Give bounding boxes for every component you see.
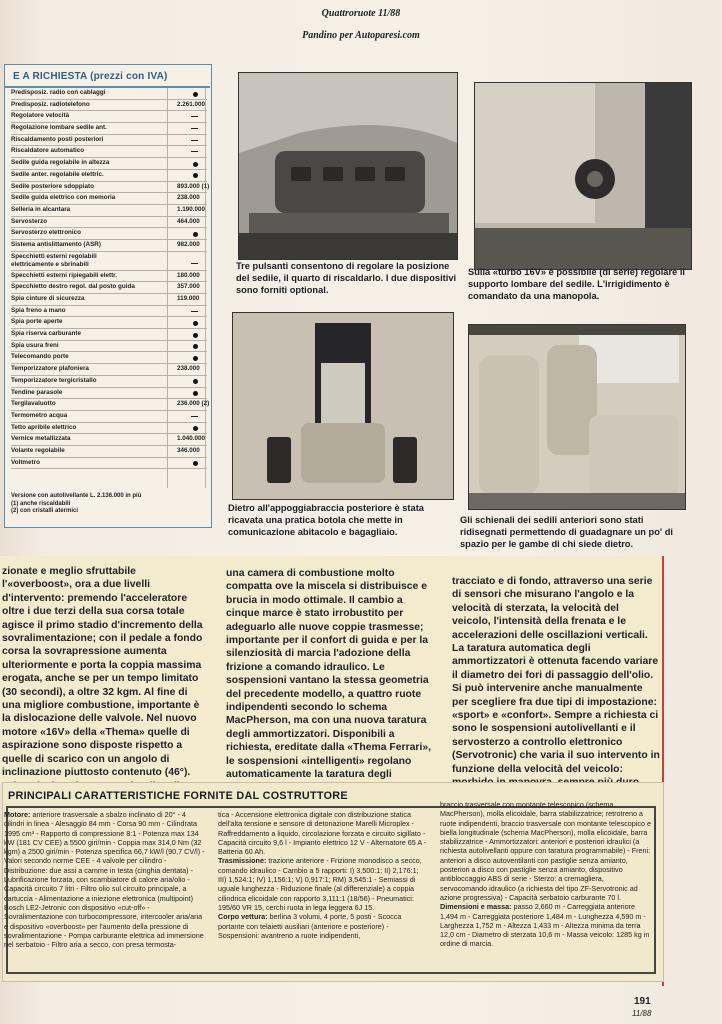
table-row [11, 341, 207, 353]
specs-title: PRINCIPALI CARATTERISTICHE FORNITE DAL COSTRUTTORE [8, 790, 348, 802]
option-price: 236.000 (2) [177, 400, 210, 408]
not-available-dash-icon [191, 128, 198, 129]
standard-equipment-dot-icon [193, 379, 198, 384]
caption-photo4: Gli schienali dei sedili anteriori sono stati ridisegnati permettendo di guadagnare un po' di spazio per le gambe di chi siede dietro. [460, 515, 673, 550]
option-price: 893.000 (1) [177, 182, 210, 190]
not-available-dash-icon [191, 151, 198, 152]
option-label: Tendine parasole [11, 388, 63, 396]
photo-lumbar-knob [474, 82, 692, 270]
not-available-dash-icon [191, 116, 198, 117]
table-row [11, 182, 210, 194]
article-column-2: una camera di combustione molto compatta ove la miscela si distribuisce e brucia in modo ottimale. Il cambio a cinque marce è stato irrobustito per adeguarlo alle nuove coppie trasmesse; importante per il confort di guida e per la silenziosità di marcia l'adozione della frizione a comando idraulico. Le sospensioni vantano la stessa geometria del precedente modello, a quattro ruote indipendenti secondo lo schema MacPherson, ma con una nuova taratura degli ammortizzatori. Disponibili a richiesta, ereditate dalla «Thema Ferrari», le sospensioni «intelligenti» regolano automaticamente la taratura degli [226, 568, 432, 781]
standard-equipment-dot-icon [193, 426, 198, 431]
table-row [11, 193, 207, 205]
option-label: Temporizzatore plafoniera [11, 365, 89, 373]
caption-photo1: Tre pulsanti consentono di regolare la posizione del sedile, il quarto di riscaldarlo. I due dispositivi sono forniti optional. [236, 261, 457, 296]
table-row [11, 364, 207, 376]
table-row [11, 376, 207, 388]
table-note: Versione con autolivellante L. 2.136.000 in più [11, 493, 142, 499]
table-row [11, 282, 207, 294]
option-label: Sedile posteriore sdoppiato [11, 182, 94, 190]
table-row [11, 294, 207, 306]
table-row [11, 329, 207, 341]
option-price: 2.261.000 [177, 100, 206, 108]
standard-equipment-dot-icon [193, 321, 198, 326]
standard-equipment-dot-icon [193, 344, 198, 349]
table-title: E A RICHIESTA (prezzi con IVA) [13, 71, 168, 82]
not-available-dash-icon [191, 416, 198, 417]
option-price: 1.190.000 [177, 205, 206, 213]
not-available-dash-icon [191, 311, 198, 312]
option-price: 982.000 [177, 240, 200, 248]
table-row [11, 411, 207, 423]
option-label: Servosterzo [11, 217, 48, 225]
option-label: Riscaldamento posti posteriori [11, 135, 104, 143]
option-label: Tetto apribile elettrico [11, 423, 77, 431]
option-price: 119.000 [177, 295, 200, 302]
option-label: Spia usura freni [11, 341, 59, 349]
table-row [11, 135, 207, 147]
article-column-1: zionate e meglio sfruttabile l'«overboost», ora a due livelli d'intervento: premendo l'acceleratore oltre i due terzi della sua corsa totale agisce il primo stadio d'incremento della sovralimentazione; con il pedale a fondo corsa la sovrapressione aumenta ulteriormente e porta la coppia massima erogata, anche se per un tempo limitato (30 secondi), a oltre 32 kgm. Al fine di una migliore combustione, importante è la dislocazione delle valvole. Nel nuovo motore «16V» della «Thema» quelle di aspirazione sono disposte rispetto a quelle di scarico con un angolo di inclinazione piuttosto contenuto (46°). [2, 566, 203, 779]
not-available-dash-icon [191, 263, 198, 264]
standard-equipment-dot-icon [193, 391, 198, 396]
table-row [11, 252, 207, 271]
spec-heading: Dimensioni e massa: [440, 902, 512, 912]
option-label: Sistema antislittamento (ASR) [11, 240, 101, 248]
spec-text: braccio trasversale con montante telescopico (schema MacPherson), molla elicoidale, barra stabilizzatrice; retrotreno a ruote indipendenti, braccio trasversale con montante telescopico e biella longitudinale (schema MacPherson), molla elicoidale, barra stabilizzatrice - Ammortizzatori: anteriori e posteriori idraulici (a richiesta autolivellanti oppure con taratura programmabile) - Freni: anteriori a disco autoventilanti con pastiglie senza amianto, posteriori a disco con pastiglie senza amianto, dispositivo antibloccaggio ABS di serie - Sterzo: a cremagliera, servocomando idraulico (a richiesta del tipo ZF-Servotronic ad azione progressiva) - Capacità serbatoio carburante 70 l. [440, 800, 651, 902]
armrest-hatch-illustration [233, 313, 453, 499]
option-price: 180.000 [177, 271, 200, 279]
standard-equipment-dot-icon [193, 162, 198, 167]
table-row [11, 271, 207, 283]
photo-seat-buttons [238, 72, 458, 260]
table-rows [11, 88, 210, 469]
option-label: Vernice metallizzata [11, 435, 71, 443]
option-price: 1.040.000 [177, 435, 206, 443]
option-price: 238.000 [177, 365, 200, 373]
table-row [11, 123, 207, 135]
table-row [11, 100, 207, 112]
photo-armrest-hatch [232, 312, 454, 500]
spec-text: tica - Accensione elettronica digitale con distribuzione statica dell'alta tensione e sensore di detonazione Marelli Microplex - Raffreddamento a liquido, circolazione forzata e circuito sigillato - Capacità circuito 9,6 l - Impianto elettrico 12 V - Alternatore 65 A - Batteria 60 Ah. [218, 810, 427, 857]
table-note: (2) con cristalli atermici [11, 508, 79, 514]
table-row [11, 88, 207, 100]
table-row [11, 434, 207, 446]
spec-heading: Motore: [4, 810, 31, 819]
table-row [11, 446, 207, 458]
scan-credit: Pandino per Autoparesi.com [302, 30, 420, 41]
option-label: Specchietti esterni regolabili elettricamente e sbrinabili [11, 252, 97, 268]
option-label: Temporizzatore tergicristallo [11, 376, 97, 384]
front-seats-illustration [469, 325, 685, 509]
magazine-header: Quattroruote 11/88 [321, 8, 401, 19]
option-price: 346.000 [177, 446, 200, 454]
not-available-dash-icon [191, 140, 198, 141]
page-number: 191 [634, 996, 651, 1007]
table-row [11, 158, 207, 170]
option-label: Spia freno a mano [11, 306, 66, 314]
specs-column-2 [218, 810, 428, 940]
photo-front-seats [468, 324, 686, 510]
standard-equipment-dot-icon [193, 232, 198, 237]
option-label: Spia cinture di sicurezza [11, 295, 85, 302]
options-price-table [4, 64, 212, 528]
option-price: 357.000 [177, 283, 200, 291]
standard-equipment-dot-icon [193, 173, 198, 178]
option-label: Spia riserva carburante [11, 330, 82, 338]
option-label: Specchietto destro regol. dal posto guida [11, 283, 135, 291]
seat-buttons-illustration [239, 73, 457, 259]
option-label: Servosterzo elettronico [11, 229, 81, 237]
option-label: Predisposiz. radio con cablaggi [11, 89, 106, 96]
issue-date: 11/88 [632, 1009, 652, 1018]
option-label: Spia porte aperte [11, 318, 63, 326]
table-row [11, 217, 207, 229]
option-label: Predisposiz. radiotelefono [11, 100, 90, 108]
caption-photo2: Sulla «turbo 16V» è possibile (di serie) regolare il supporto lombare del sedile. L'irrigidimento è comandato da una manopola. [468, 267, 686, 302]
table-row [11, 240, 207, 252]
standard-equipment-dot-icon [193, 356, 198, 361]
option-price: 464.000 [177, 217, 200, 225]
table-note: (1) anche riscaldabili [11, 500, 71, 507]
spec-text: anteriore trasversale a sbalzo inclinato di 20° - 4 cilindri in linea - Alesaggio 84 mm - Corsa 90 mm - Cilindrata 1995 cm³ - Rapporto di compressione 8:1 - Potenza max 134 kW (181 CV CEE) a 5500 giri/min - Coppia max 314,0 Nm (32 kgm) a 2500 giri/min - Potenza specifica 66,7 kW/l (90,7 CV/l) - Valori secondo norme CEE - 4 valvole per cilindro - Distribuzione: due assi a camme in testa (cinghia dentata) - Lubrificazione forzata, con scambiatore di calore aria/olio - Capacità circuito 7 litri - Filtro olio sul circuito principale, a cartuccia - Alimentazione a iniezione elettronica (multipoint) Bosch LE2-Jetronic con dispositivo «cut-off» - Sovralimentazione con turbocompressore, intercooler aria/aria e dispositivo «overboost» per l'aumento della pressione di sovralimentazione - Pompa carburante elettrica ad immersione nel serbatoio - Filtro aria a secco, con presa termosta- [4, 810, 205, 950]
option-label: Specchietti esterni ripiegabili elettr. [11, 271, 118, 279]
table-row [11, 205, 207, 217]
specs-column-1 [4, 810, 208, 949]
spec-heading: Corpo vettura: [218, 912, 268, 922]
table-row [11, 352, 207, 364]
lumbar-knob-illustration [475, 83, 691, 269]
option-label: Termometro acqua [11, 411, 68, 419]
option-label: Voltmetro [11, 458, 40, 466]
table-row [11, 317, 207, 329]
option-label: Sedile guida elettrico con memoria [11, 194, 116, 202]
table-row [11, 399, 210, 411]
table-row [11, 388, 207, 400]
article-column-3: tracciato e di fondo, attraverso una serie di sensori che misurano l'angolo e la velocità di sterzata, la velocità del veicolo, l'intensità della frenata e le accelerazioni delle oscillazioni verticali. La taratura automatica degli ammortizzatori è ottenuta facendo variare il diametro dei fori di passaggio dell'olio. Si può intervenire anche manualmente per scegliere fra due tipi di impostazione: «sport» e «confort». Sempre a richiesta ci sono le sospensioni autolivellanti e il servosterzo a controllo elettronico (Servotronic) che varia il suo intervento in funzione della velocità del veicolo: [452, 576, 660, 775]
table-row [11, 458, 207, 470]
table-row [11, 111, 207, 123]
option-label: Regolazione lombare sedile ant. [11, 124, 107, 132]
specs-column-3 [440, 800, 652, 949]
table-notes [11, 493, 209, 516]
table-row [11, 170, 207, 182]
option-price: 238.000 [177, 194, 200, 202]
option-label: Selleria in alcantara [11, 205, 71, 213]
option-label: Tergilavaluotto [11, 400, 56, 408]
spec-text: trazione anteriore - Frizione monodisco a secco, comando idraulico - Cambio a 5 rapporti: I) 3,500:1; II) 2,176:1; III) 1,524:1; IV) 1,156:1; V) 0,917:1; RM) 3,545:1 - Semiassi di uguale lunghezza - Riduzione finale (al differenziale) a coppia cilindrica elicoidale con rapporto 3,111:1 (18/56) - Pneumatici: 195/60 VR 15, cerchi ruota in lega leggera 6J 15. [218, 856, 422, 912]
table-row [11, 146, 207, 158]
standard-equipment-dot-icon [193, 333, 198, 338]
option-label: Telecomando porte [11, 353, 69, 361]
table-row [11, 228, 207, 240]
option-label: Volante regolabile [11, 446, 65, 454]
spec-heading: Trasmissione: [218, 856, 267, 866]
caption-photo3: Dietro all'appoggiabraccia posteriore è stata ricavata una pratica botola che mette in comunicazione abitacolo e bagagliaio. [228, 503, 424, 538]
option-label: Sedile guida regolabile in altezza [11, 159, 110, 167]
spec-text: berlina 3 volumi, 4 porte, 5 posti - Scocca portante con telaietti ausiliari (anteriore e posteriore) - Sospensioni: avantreno a ruote indipendenti, [218, 912, 402, 940]
spec-text: passo 2,660 m - Carreggiata anteriore 1,494 m - Carreggiata posteriore 1,484 m - Lunghezza 4,590 m - Larghezza 1,752 m - Altezza 1,433 m - Altezza minima da terra 12,0 cm - Diametro di sterzata 10,6 m - Massa veicolo: 1285 kg in ordine di marcia. [440, 902, 650, 949]
option-label: Regolatore velocità [11, 112, 70, 120]
option-label: Riscaldatore automatico [11, 147, 85, 155]
table-row [11, 423, 207, 435]
option-label: Sedile anter. regolabile elettric. [11, 170, 104, 178]
standard-equipment-dot-icon [193, 461, 198, 466]
table-row [11, 306, 207, 318]
standard-equipment-dot-icon [193, 92, 198, 97]
